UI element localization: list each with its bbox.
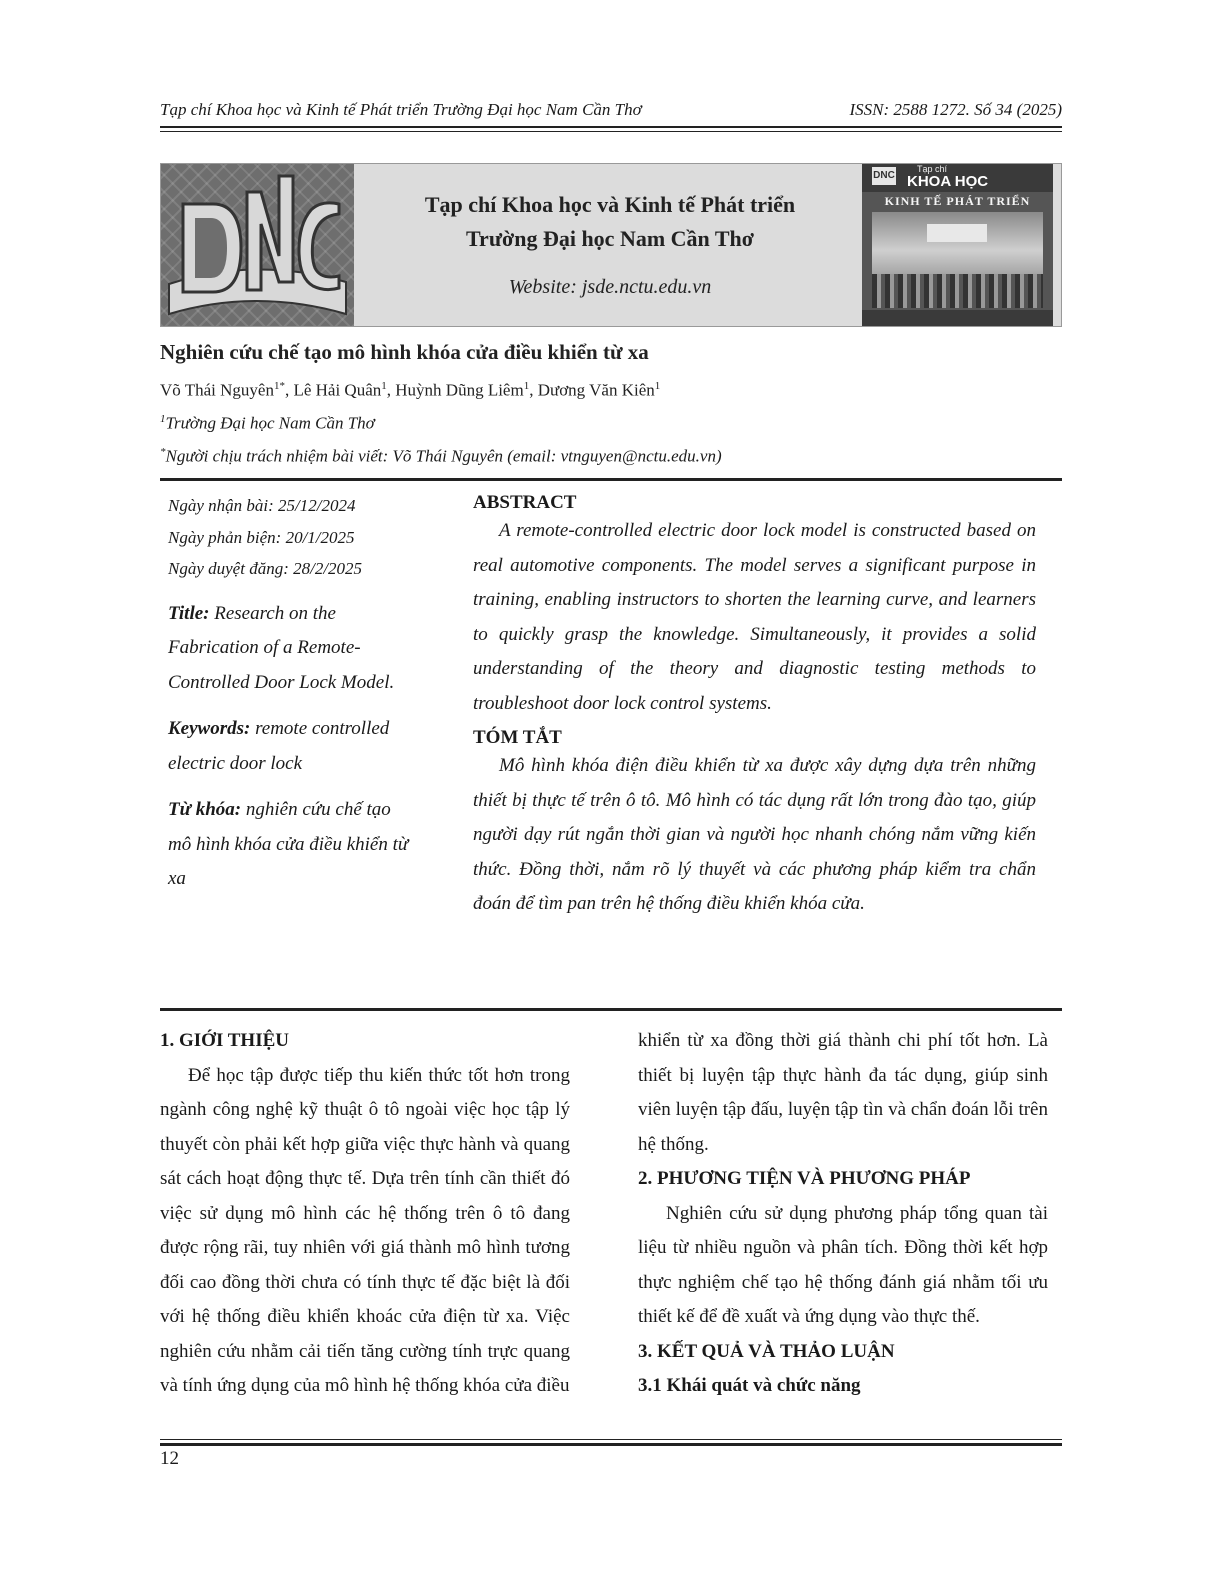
section-2-text: Nghiên cứu sử dụng phương pháp tổng quan tài liệu từ nhiều nguồn và phân tích. Đồng thời kết hợp thực nghiệm chế tạo hệ thống đánh giá nhằm tối ưu thiết kế để đề xuất và ứng dụng vào thực thế. xyxy=(638,1202,1048,1327)
section-3-1-heading: 3.1 Khái quát và chức năng xyxy=(638,1375,861,1396)
article-title: Nghiên cứu chế tạo mô hình khóa cửa điều khiển từ xa xyxy=(160,340,649,364)
tomtat-text: Mô hình khóa điện điều khiển từ xa được xây dựng dựa trên những thiết bị thực tế trên ô tô. Mô hình có tác dụng rất lớn trong đào tạo, giúp người dạy rút ngắn thời gian và người học nhanh chóng nắm vững kiến thức. Đồng thời, nắm rõ lý thuyết và các phương pháp kiểm tra chẩn đoán để tìm pan trên hệ thống điều khiển khóa cửa. xyxy=(473,755,1036,914)
date-accepted: Ngày duyệt đăng: 28/2/2025 xyxy=(168,559,363,578)
banner-title: Tạp chí Khoa học và Kinh tế Phát triển Trường Đại học Nam Cần Thơ xyxy=(424,192,796,251)
section-1-continued: khiển từ xa đồng thời giá thành chi phí tốt hơn. Là thiết bị luyện tập thực hành đa tác dụng, giúp sinh viên luyện tập đấu, luyện tập tìn và chẩn đoán lỗi trên hệ thống. xyxy=(638,1030,1048,1155)
abstract-text: A remote-controlled electric door lock model is constructed based on real automotive components. The model serves a significant purpose in training, enabling instructors to shorten the learning curve, and learners to quickly grasp the knowledge. Simultaneously, it provides a solid understanding of the theory and diagnostic testing methods to troubleshoot door lock control systems. xyxy=(473,520,1036,714)
tomtat-heading: TÓM TẮT xyxy=(473,727,562,748)
cover-photo xyxy=(872,212,1043,308)
keywords: Keywords: remote controlled electric door lock xyxy=(168,718,390,774)
date-received: Ngày nhận bài: 25/12/2024 xyxy=(168,496,356,515)
author-list: Võ Thái Nguyên$^{1*}$, Lê Hải Quân$^1$, Huỳnh Dũng Liêm$^1$, Dương Văn Kiên$^1$ xyxy=(160,380,661,400)
header-rule xyxy=(160,126,1062,128)
journal-cover-image: DNC Tạp chí KHOA HỌC KINH TẾ PHÁT TRIỂN xyxy=(862,164,1053,326)
section-1-text: Để học tập được tiếp thu kiến thức tốt hơn trong ngành công nghệ kỹ thuật ô tô ngoài việc học tập lý thuyết còn phải kết hợp giữa việc thực hành và quang sát cách hoạt động thực tế. Dựa trên tính cần thiết đó việc sử dụng mô hình các hệ thống trên ô tô đang được rộng rãi, tuy nhiên với giá thành mô hình tương đối cao đồng thời chưa có tính thực tế đặc biệt là đối với hệ thống điều khiển khoác cửa điện từ xa. Việc nghiên cứu nhằm cải tiến tăng cường tính trực quang và tính ứng dụng của mô hình hệ thống khóa cửa điều xyxy=(160,1064,570,1396)
running-header xyxy=(160,100,1062,120)
footer-rule-thin xyxy=(160,1439,1062,1440)
corresponding-author: *Người chịu trách nhiệm bài viết: Võ Thái Nguyên (email: vtnguyen@nctu.edu.vn) xyxy=(160,446,722,466)
section-rule xyxy=(160,1008,1062,1011)
header-rule-thin xyxy=(160,131,1062,132)
section-2-heading: 2. PHƯƠNG TIỆN VÀ PHƯƠNG PHÁP xyxy=(638,1168,971,1189)
date-reviewed: Ngày phản biện: 20/1/2025 xyxy=(168,527,355,547)
body-column-right xyxy=(638,1024,1048,1404)
issn: ISSN: 2588 1272. Số 34 (2025) xyxy=(849,100,1062,119)
abstract-section xyxy=(473,492,1036,922)
section-3-heading: 3. KẾT QUẢ VÀ THẢO LUẬN xyxy=(638,1340,895,1362)
page-number: 12 xyxy=(160,1448,179,1469)
journal-name: Tạp chí Khoa học và Kinh tế Phát triển Trường Đại học Nam Cần Thơ xyxy=(160,100,642,119)
section-rule xyxy=(160,478,1062,481)
affiliation: $^1$Trường Đại học Nam Cần Thơ xyxy=(160,413,375,433)
section-1-heading: 1. GIỚI THIỆU xyxy=(160,1030,289,1051)
journal-website[interactable]: Website: jsde.nctu.edu.vn xyxy=(508,276,712,298)
abstract-heading: ABSTRACT xyxy=(473,492,577,513)
cover-logo: DNC xyxy=(872,167,896,185)
footer-rule xyxy=(160,1443,1062,1446)
dnc-logo xyxy=(161,164,354,326)
body-column-left xyxy=(160,1024,570,1404)
article-meta xyxy=(168,490,418,897)
tu-khoa: Từ khóa: nghiên cứu chế tạo mô hình khóa cửa điều khiển từ xa xyxy=(168,799,409,889)
english-title: Title: Research on the Fabrication of a Remote-Controlled Door Lock Model. xyxy=(168,602,395,693)
